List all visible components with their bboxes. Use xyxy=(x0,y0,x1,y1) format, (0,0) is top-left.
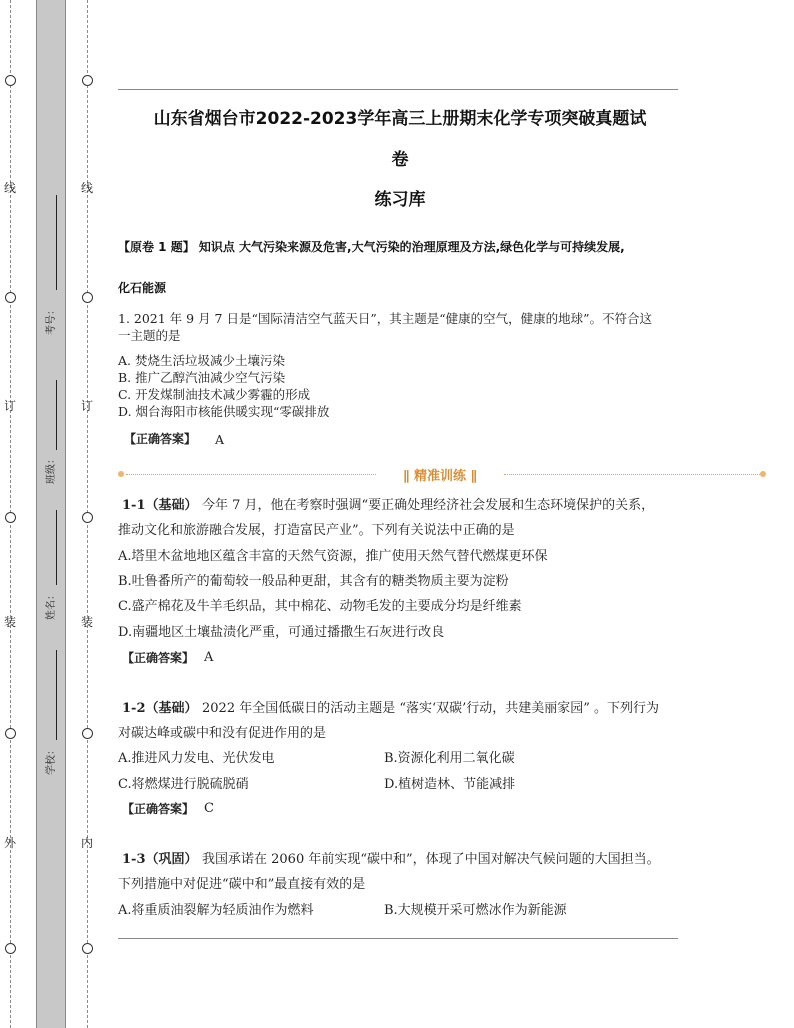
question-stem-continued: 对碳达峰或碳中和没有促进作用的是 xyxy=(118,726,327,741)
option-c: C.盛产棉花及牛羊毛织品，其中棉花、动物毛发的主要成分均是纤维素 xyxy=(118,599,522,614)
question-stem-continued: 下列措施中对促进“碳中和”最直接有效的是 xyxy=(118,877,366,892)
knowledge-points-continued: 化石能源 xyxy=(118,281,167,295)
question-stem-continued: 推动文化和旅游融合发展，打造富民产业”。下列有关说法中正确的是 xyxy=(118,523,515,538)
question-tag: 1-1（基础） xyxy=(122,498,198,513)
margin-char-outer: 线 xyxy=(4,181,17,195)
answer-label: 【正确答案】 xyxy=(122,802,195,816)
question-stem: 1. 2021 年 9 月 7 日是“国际清洁空气蓝天日”，其主题是“健康的空气，健康的地球”。不符合这 xyxy=(118,311,653,326)
option-d: D.植树造林、节能减排 xyxy=(384,777,516,792)
question-stem: 我国承诺在 2060 年前实现“碳中和”，体现了中国对解决气候问题的大国担当。 xyxy=(202,852,660,867)
binding-hole-marker xyxy=(82,292,93,303)
class-fill-line xyxy=(56,380,57,450)
answer-label: 【正确答案】 xyxy=(124,432,197,446)
banner-dot-left xyxy=(118,471,124,477)
answer-label: 【正确答案】 xyxy=(122,651,195,665)
binding-hole-marker xyxy=(5,75,16,86)
banner-line-left xyxy=(126,474,376,475)
option-a: A.塔里木盆地地区蕴含丰富的天然气资源，推广使用天然气替代燃煤更环保 xyxy=(118,549,548,564)
question-tag: 1-2（基础） xyxy=(122,701,198,716)
question-tag: 1-3（巩固） xyxy=(122,852,198,867)
option-b: B.大规模开采可燃冰作为新能源 xyxy=(384,903,567,918)
exam-number-label: 考号： xyxy=(46,305,57,335)
bottom-rule xyxy=(118,938,678,939)
option-a: A. 焚烧生活垃圾减少土壤污染 xyxy=(118,353,285,368)
name-label: 姓名： xyxy=(46,590,57,620)
option-c: C. 开发煤制油技术减少雾霾的形成 xyxy=(118,387,311,402)
binding-gutter xyxy=(36,0,66,1028)
top-rule xyxy=(118,89,678,90)
margin-char-inner: 订 xyxy=(81,399,94,413)
question-stem: 今年 7 月，他在考察时强调“要正确处理经济社会发展和生态环境保护的关系， xyxy=(202,498,655,513)
binding-hole-marker xyxy=(5,512,16,523)
answer-value: A xyxy=(204,650,214,665)
binding-hole-marker xyxy=(82,512,93,523)
option-c: C.将燃煤进行脱硫脱硝 xyxy=(118,777,249,792)
binding-hole-marker xyxy=(82,75,93,86)
option-b: B.资源化利用二氧化碳 xyxy=(384,751,515,766)
margin-char-outer: 外 xyxy=(4,836,17,850)
question-stem-continued: 一主题的是 xyxy=(118,328,181,343)
answer-value: C xyxy=(204,801,214,816)
margin-char-outer: 订 xyxy=(4,399,17,413)
option-b: B.吐鲁番所产的葡萄较一般品种更甜，其含有的糖类物质主要为淀粉 xyxy=(118,574,509,589)
knowledge-points: 【原卷 1 题】 知识点 大气污染来源及危害,大气污染的治理原理及方法,绿色化学与可持续发展, xyxy=(118,240,625,254)
margin-char-inner: 内 xyxy=(81,836,94,850)
margin-char-inner: 装 xyxy=(81,615,94,629)
practice-banner: ∥ 精准训练 ∥ xyxy=(402,469,478,484)
banner-dot-right xyxy=(760,471,766,477)
name-fill-line xyxy=(56,510,57,585)
option-d: D.南疆地区土壤盐渍化严重，可通过播撒生石灰进行改良 xyxy=(118,625,445,640)
option-a: A.将重质油裂解为轻质油作为燃料 xyxy=(118,903,314,918)
option-d: D. 烟台海阳市核能供暖实现“零碳排放 xyxy=(118,404,330,419)
page-title: 山东省烟台市2022-2023学年高三上册期末化学专项突破真题试 xyxy=(153,109,647,129)
exam-number-fill-line xyxy=(56,195,57,290)
binding-hole-marker xyxy=(82,728,93,739)
question-stem: 2022 年全国低碳日的活动主题是 “落实‘双碳’行动，共建美丽家园” 。下列行为 xyxy=(202,701,660,716)
school-fill-line xyxy=(56,650,57,740)
option-b: B. 推广乙醇汽油减少空气污染 xyxy=(118,370,286,385)
margin-char-inner: 线 xyxy=(81,181,94,195)
binding-hole-marker xyxy=(5,728,16,739)
binding-hole-marker xyxy=(5,292,16,303)
class-label: 班级： xyxy=(46,454,57,484)
option-a: A.推进风力发电、光伏发电 xyxy=(118,751,275,766)
school-label: 学校： xyxy=(46,745,57,775)
answer-value: A xyxy=(215,432,225,447)
page-title-continued: 卷 xyxy=(391,150,409,170)
page-subtitle: 练习库 xyxy=(374,190,426,210)
binding-hole-marker xyxy=(5,943,16,954)
banner-line-right xyxy=(504,474,760,475)
binding-hole-marker xyxy=(82,943,93,954)
margin-char-outer: 装 xyxy=(4,615,17,629)
